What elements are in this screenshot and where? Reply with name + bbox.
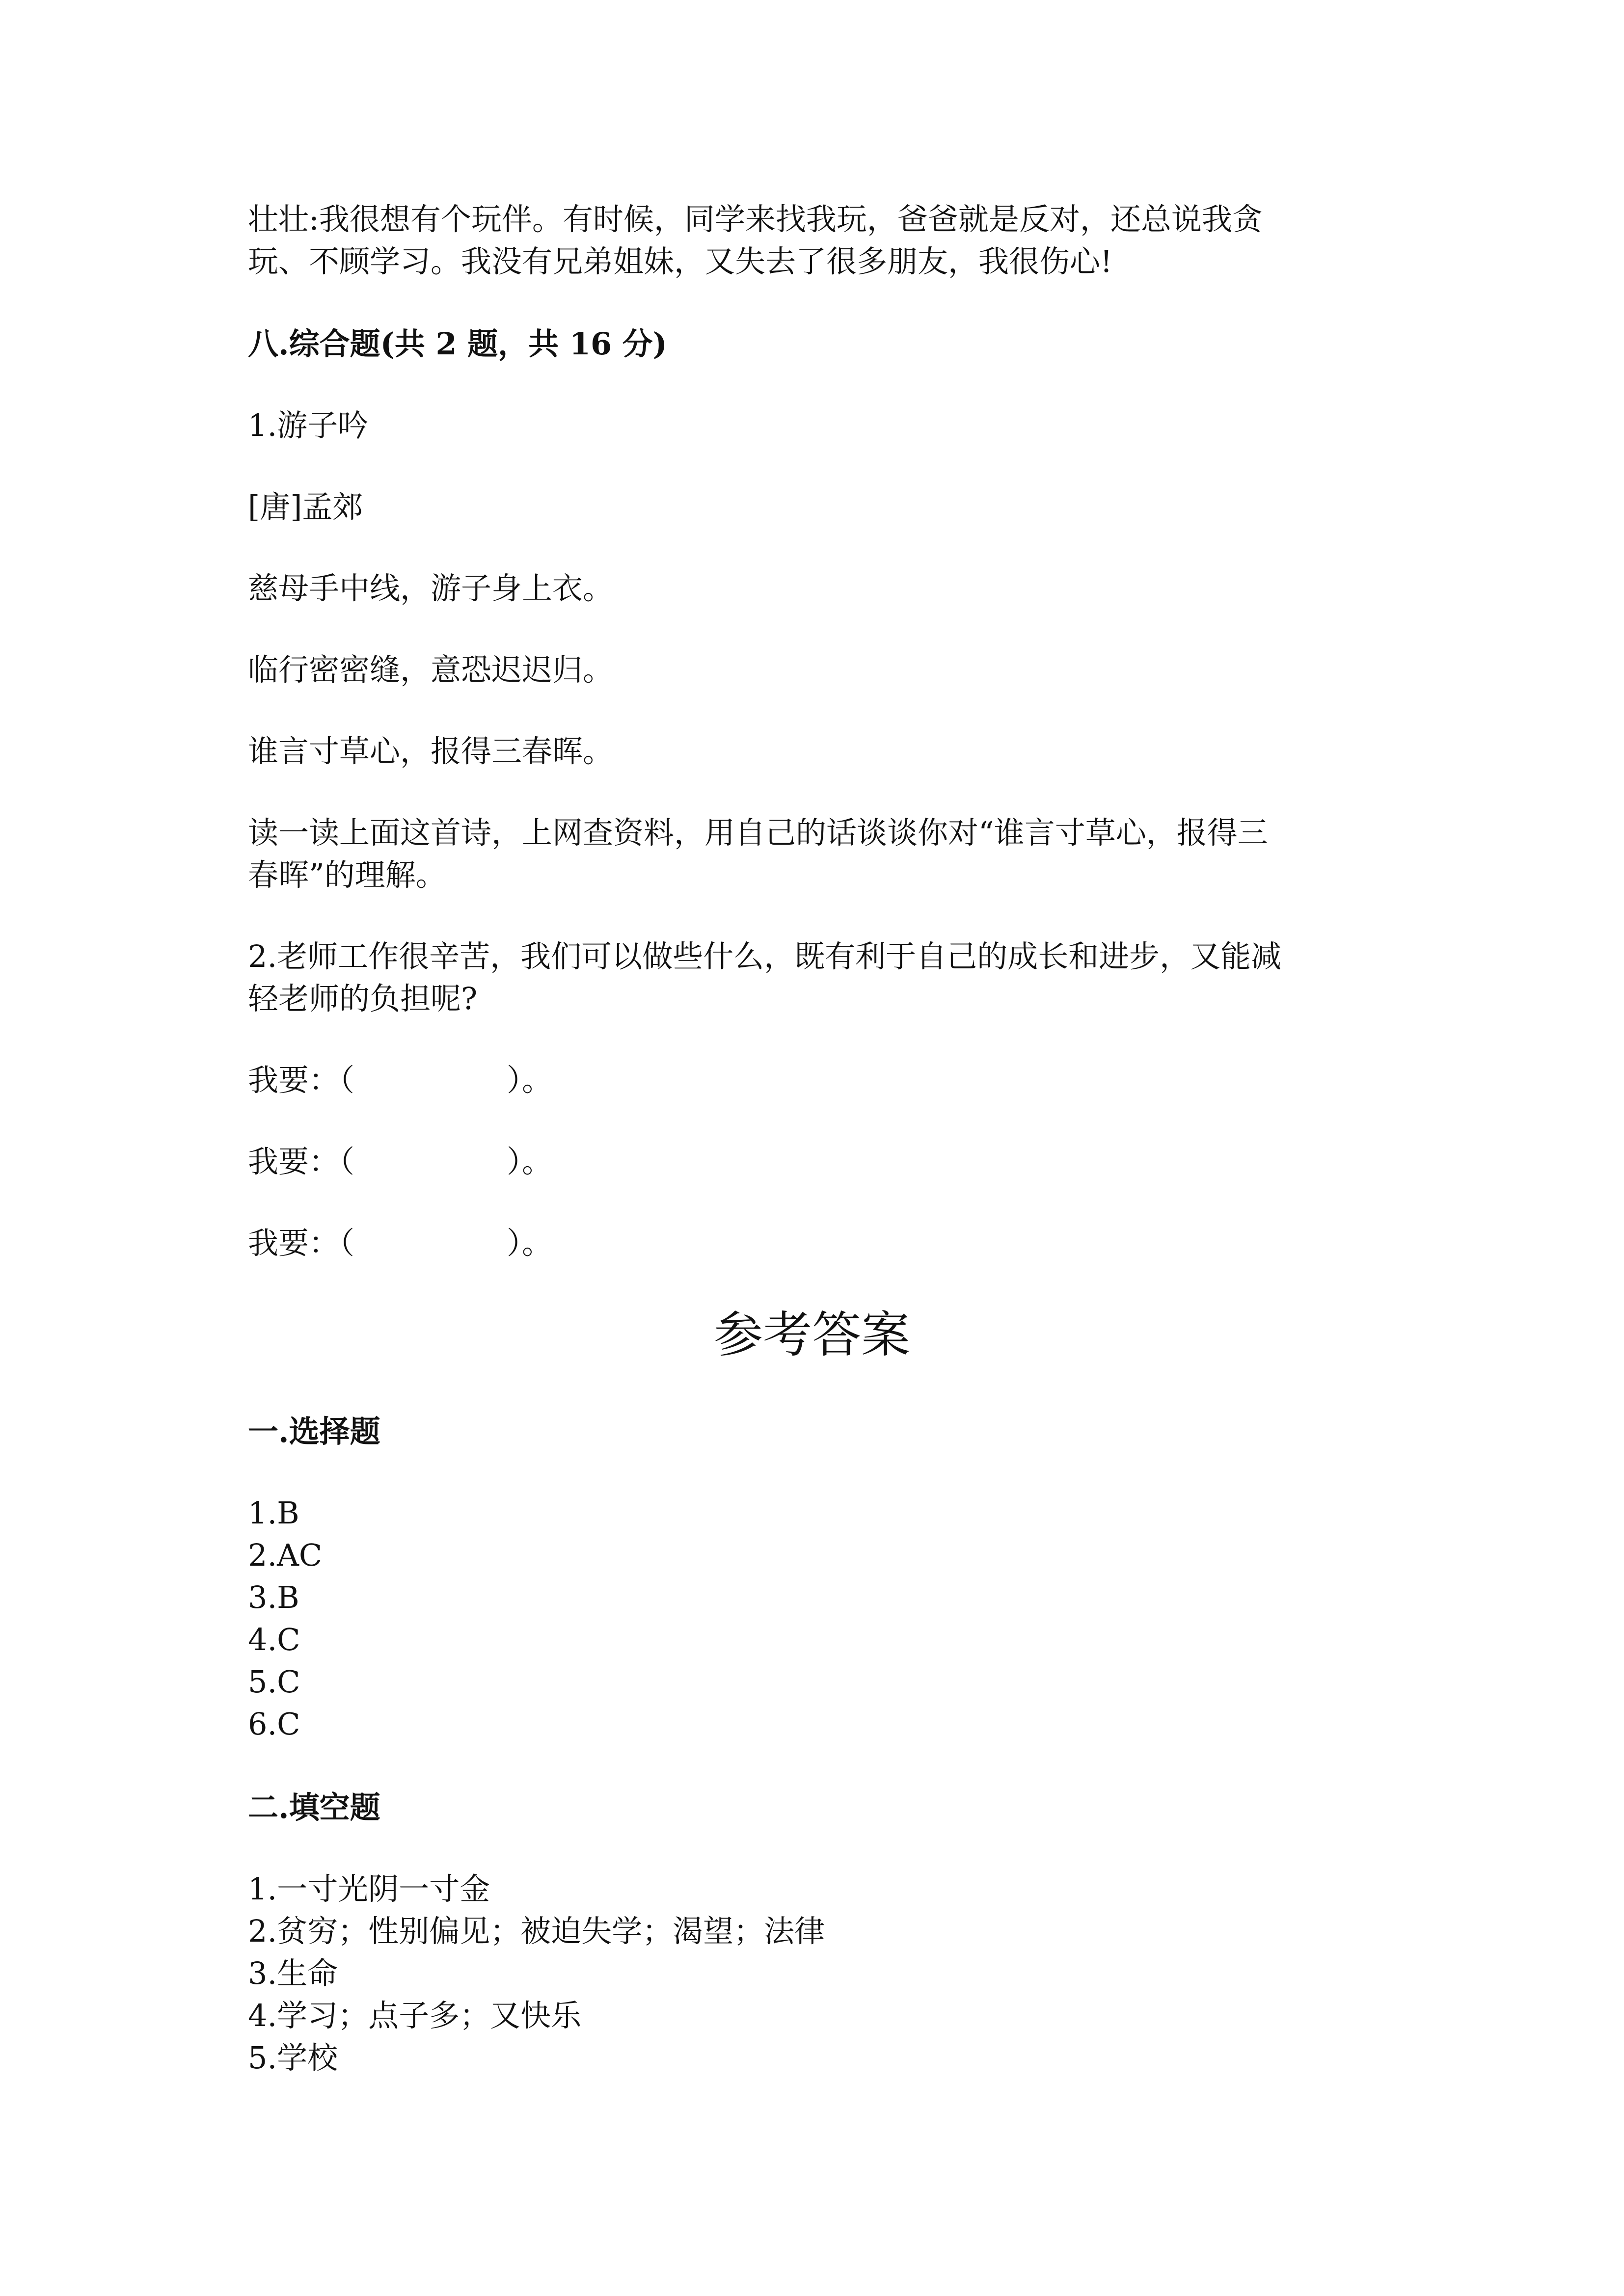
answer-item: 2.贫穷；性别偏见；被迫失学；渴望；法律 [248,1913,825,1949]
answer-blank-2: 我要：（ ）。 [248,1144,553,1179]
answer-item: 3.生命 [248,1955,338,1991]
question-1-prompt-line-2: 春晖”的理解。 [248,857,446,893]
intro-line-1: 壮壮:我很想有个玩伴。有时候，同学来找我玩，爸爸就是反对，还总说我贪 [248,201,1263,237]
question-1-prompt-line-1: 读一读上面这首诗，上网查资料，用自己的话谈谈你对“谁言寸草心，报得三 [248,815,1268,851]
poem-line-1: 慈母手中线，游子身上衣。 [248,570,614,606]
answer-blank-3: 我要：（ ）。 [248,1225,553,1261]
answer-key-title: 参考答案 [714,1306,910,1363]
answer-item: 6.C [248,1706,300,1742]
intro-line-2: 玩、不顾学习。我没有兄弟姐妹，又失去了很多朋友，我很伤心! [248,243,1112,279]
answer-blank-1: 我要：（ ）。 [248,1062,553,1098]
section-8-heading: 八.综合题(共 2 题，共 16 分) [248,326,668,362]
answer-item: 4.学习；点子多；又快乐 [248,1998,582,2033]
question-1-title: 1.游子吟 [248,407,369,443]
poem-line-2: 临行密密缝，意恐迟迟归。 [248,652,614,688]
question-2-line-2: 轻老师的负担呢? [248,981,478,1016]
answer-item: 1.一寸光阴一寸金 [248,1871,490,1907]
answer-item: 5.学校 [248,2040,338,2076]
answer-item: 5.C [248,1664,300,1700]
answer-item: 1.B [248,1495,299,1531]
answers-section-1-heading: 一.选择题 [248,1414,380,1449]
poem-line-3: 谁言寸草心，报得三春晖。 [248,733,614,769]
answer-item: 3.B [248,1579,299,1615]
answers-section-2-heading: 二.填空题 [248,1789,380,1825]
answer-item: 4.C [248,1622,300,1657]
poem-author: [唐]孟郊 [248,489,363,525]
question-2-line-1: 2.老师工作很辛苦，我们可以做些什么，既有利于自己的成长和进步，又能减 [248,938,1282,974]
answer-item: 2.AC [248,1537,323,1573]
